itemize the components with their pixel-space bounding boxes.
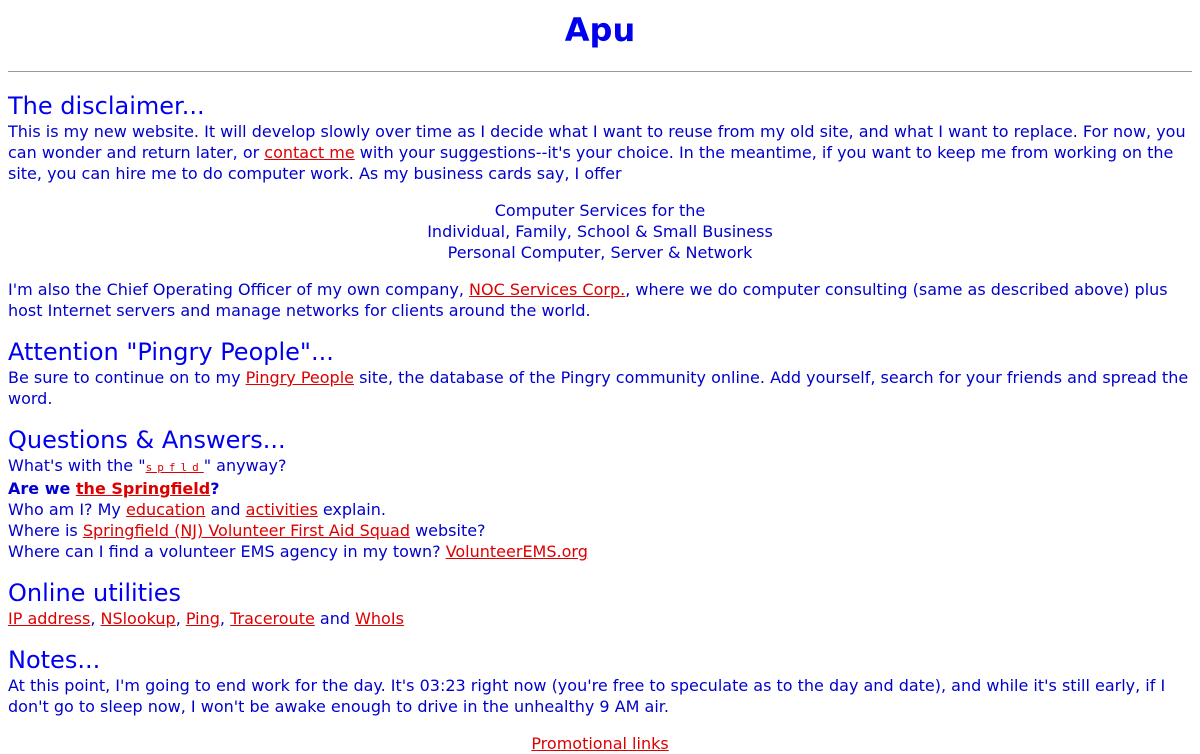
pingry-people-link[interactable]: Pingry People [245,368,354,387]
disclaimer-text-a: This is my new website. It will develop slowly over time as I decide what I want to reuse from my old site, and what I want to replace. For now, you can wonder and return later, or [8,122,1186,162]
qa-line-5 [8,541,1192,562]
qa-line-1 [8,455,1192,478]
company-text-b: , where we do computer consulting (same as described above) plus host Internet servers and manage networks for clients around the world. [8,280,1168,320]
qa-q1-text-a: What's with the " [8,456,146,475]
card-line-2: Individual, Family, School & Small Business [427,222,773,241]
notes-paragraph: At this point, I'm going to end work for the day. It's 03:23 right now (you're free to speculate as to the day and date), and while it's still early, if I don't go to sleep now, I won't be awake enough to drive in the unhealthy 9 AM air. [8,676,1166,716]
disclaimer-section [8,91,1192,321]
nslookup-link[interactable]: NSlookup [100,609,176,628]
qa-q3-text-mid: and [205,500,246,519]
spfld-link[interactable]: spfld [145,461,204,474]
first-aid-squad-link[interactable]: Springfield (NJ) Volunteer First Aid Squad [82,521,410,540]
qa-heading: Questions & Answers... [8,426,286,454]
disclaimer-paragraph [8,121,1192,184]
pingry-heading: Attention "Pingry People"... [8,338,334,366]
utilities-sep-1: , [90,609,101,628]
education-link[interactable]: education [125,500,206,519]
disclaimer-heading: The disclaimer... [8,92,205,120]
card-line-3: Personal Computer, Server & Network [447,243,753,262]
qa-section [8,425,1192,562]
page-title: Apu [564,11,636,49]
pingry-section [8,337,1192,409]
qa-q2-text-a: Are we [8,479,76,498]
notes-heading: Notes... [8,646,101,674]
qa-q4-text-a: Where is [8,521,83,540]
whois-link[interactable]: WhoIs [355,609,404,628]
promotional-links-link[interactable]: Promotional links [531,734,669,753]
utilities-links [8,608,1192,629]
noc-services-link[interactable]: NOC Services Corp. [469,280,626,299]
qa-line-3 [8,499,1192,520]
contact-me-link[interactable]: contact me [264,143,355,162]
utilities-heading: Online utilities [8,579,182,607]
footer [8,733,1192,754]
card-line-1: Computer Services for the [494,201,706,220]
qa-q3-text-a: Who am I? My [8,500,126,519]
pingry-text-b: site, the database of the Pingry community online. Add yourself, search for your friends and spread the word. [8,368,1189,408]
utilities-sep-3: , [219,609,231,628]
company-text-a: I'm also the Chief Operating Officer of my own company, [8,280,470,299]
pingry-paragraph [8,367,1192,409]
business-card-text [8,200,1192,263]
qa-q4-text-b: website? [409,521,486,540]
title-divider [8,71,1192,72]
utilities-sep-2: , [175,609,186,628]
disclaimer-text-b: with your suggestions--it's your choice. In the meantime, if you want to keep me from working on the site, you can hire me to do computer work. As my business cards say, I offer [8,143,1174,183]
notes-section [8,645,1192,717]
company-paragraph [8,279,1192,321]
volunteer-ems-link[interactable]: VolunteerEMS.org [445,542,588,561]
qa-q5-text-a: Where can I find a volunteer EMS agency in my town? [8,542,446,561]
qa-q2-text-b: ? [210,479,220,498]
qa-line-2 [8,478,1192,499]
qa-q3-text-b: explain. [317,500,386,519]
the-springfield-link[interactable]: the Springfield [75,479,211,498]
pingry-text-a: Be sure to continue on to my [8,368,246,387]
ip-address-link[interactable]: IP address [8,609,91,628]
utilities-and: and [314,609,356,628]
qa-line-4 [8,520,1192,541]
traceroute-link[interactable]: Traceroute [230,609,315,628]
ping-link[interactable]: Ping [185,609,220,628]
qa-q1-text-b: " anyway? [203,456,287,475]
activities-link[interactable]: activities [245,500,318,519]
utilities-section [8,578,1192,629]
